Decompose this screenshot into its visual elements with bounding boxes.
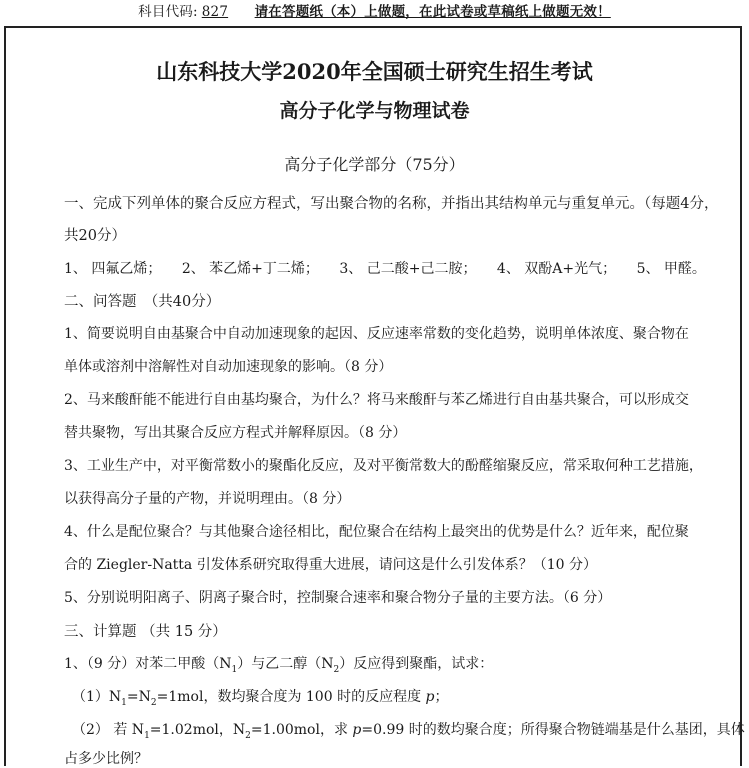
part1-heading: 一、完成下列单体的聚合反应方程式，写出聚合物的名称，并指出其结构单元与重复单元。（每题4分，	[64, 196, 719, 212]
subject-code: 827	[201, 4, 229, 20]
subscript: 2	[245, 730, 251, 741]
part2-q5: 5、分别说明阳离子、阴离子聚合时，控制聚合速率和聚合物分子量的主要方法。（6 分）	[64, 590, 612, 606]
part2-q3: 3、工业生产中，对平衡常数小的聚酯化反应，及对平衡常数大的酚醛缩聚反应，常采取何种工艺措施，	[64, 458, 703, 474]
part3-q1-intro	[64, 653, 493, 675]
exam-title: 山东科技大学2020年全国硕士研究生招生考试	[156, 59, 593, 84]
part1-items	[64, 258, 722, 278]
text: =1mol，数均聚合度为 100 时的反应程度	[156, 689, 426, 705]
subscript: 1	[121, 697, 127, 708]
part2-q4: 4、什么是配位聚合？与其他聚合途径相比，配位聚合在结构上最突出的优势是什么？近年来，配位聚	[64, 524, 689, 540]
exam-subtitle: 高分子化学与物理试卷	[279, 100, 470, 122]
text: ；	[434, 689, 449, 705]
list-item: 1、 四氟乙烯；	[64, 261, 162, 277]
list-item: 5、 甲醛。	[636, 261, 706, 277]
subject-code-label: 科目代码:	[138, 4, 198, 20]
text: =1.00mol，求	[250, 722, 353, 738]
subscript: 2	[333, 664, 340, 675]
text: ）与乙二醇（N	[237, 656, 334, 672]
text: 1、（9 分）对苯二甲酸（N	[64, 656, 232, 672]
text: ）反应得到聚酯，试求：	[339, 656, 494, 672]
variable-p: p	[352, 722, 362, 738]
part2-q2: 2、马来酸酐能不能进行自由基均聚合，为什么？将马来酸酐与苯乙烯进行自由基共聚合，可以形成交	[64, 392, 689, 408]
part2-q1-cont: 单体或溶剂中溶解性对自动加速现象的影响。（8 分）	[64, 359, 393, 375]
text: =N	[126, 689, 151, 705]
list-item: 4、 双酚A+光气；	[496, 261, 617, 277]
subscript: 1	[231, 664, 238, 675]
part2-q3-cont: 以获得高分子量的产物，并说明理由。（8 分）	[64, 491, 351, 507]
part2-heading: 二、问答题 （共40分）	[64, 294, 221, 310]
part2-q2-cont: 替共聚物，写出其聚合反应方程式并解释原因。（8 分）	[64, 425, 407, 441]
part3-q1-sub1	[72, 686, 449, 708]
answer-sheet-warning: 请在答题纸（本）上做题，在此试卷或草稿纸上做题无效！	[254, 4, 611, 20]
text: （1）N	[72, 689, 122, 705]
text: =1.02mol，N	[149, 722, 246, 738]
part2-q1: 1、简要说明自由基聚合中自动加速现象的起因、反应速率常数的变化趋势，说明单体浓度、聚合物在	[64, 326, 689, 342]
text: =0.99 时的数均聚合度；所得聚合物链端基是什么基团，具体	[361, 722, 745, 738]
variable-p: p	[425, 689, 435, 705]
part3-heading: 三、计算题 （共 15 分）	[64, 624, 227, 640]
part2-q4-cont: 合的 Ziegler-Natta 引发体系研究取得重大进展，请问这是什么引发体系？（10 分）	[64, 557, 597, 573]
part3-q1-sub2-cont: 占多少比例？	[64, 751, 148, 767]
subscript: 1	[144, 730, 150, 741]
text: （2） 若 N	[72, 722, 145, 738]
part3-q1-sub2	[72, 719, 745, 741]
list-item: 2、 苯乙烯+丁二烯；	[181, 261, 319, 277]
section-title: 高分子化学部分（75分）	[284, 155, 465, 174]
part1-heading-cont: 共20分）	[64, 228, 126, 244]
exam-header	[0, 0, 749, 24]
list-item: 3、 己二酸+己二胺；	[339, 261, 477, 277]
subscript: 2	[150, 697, 157, 708]
